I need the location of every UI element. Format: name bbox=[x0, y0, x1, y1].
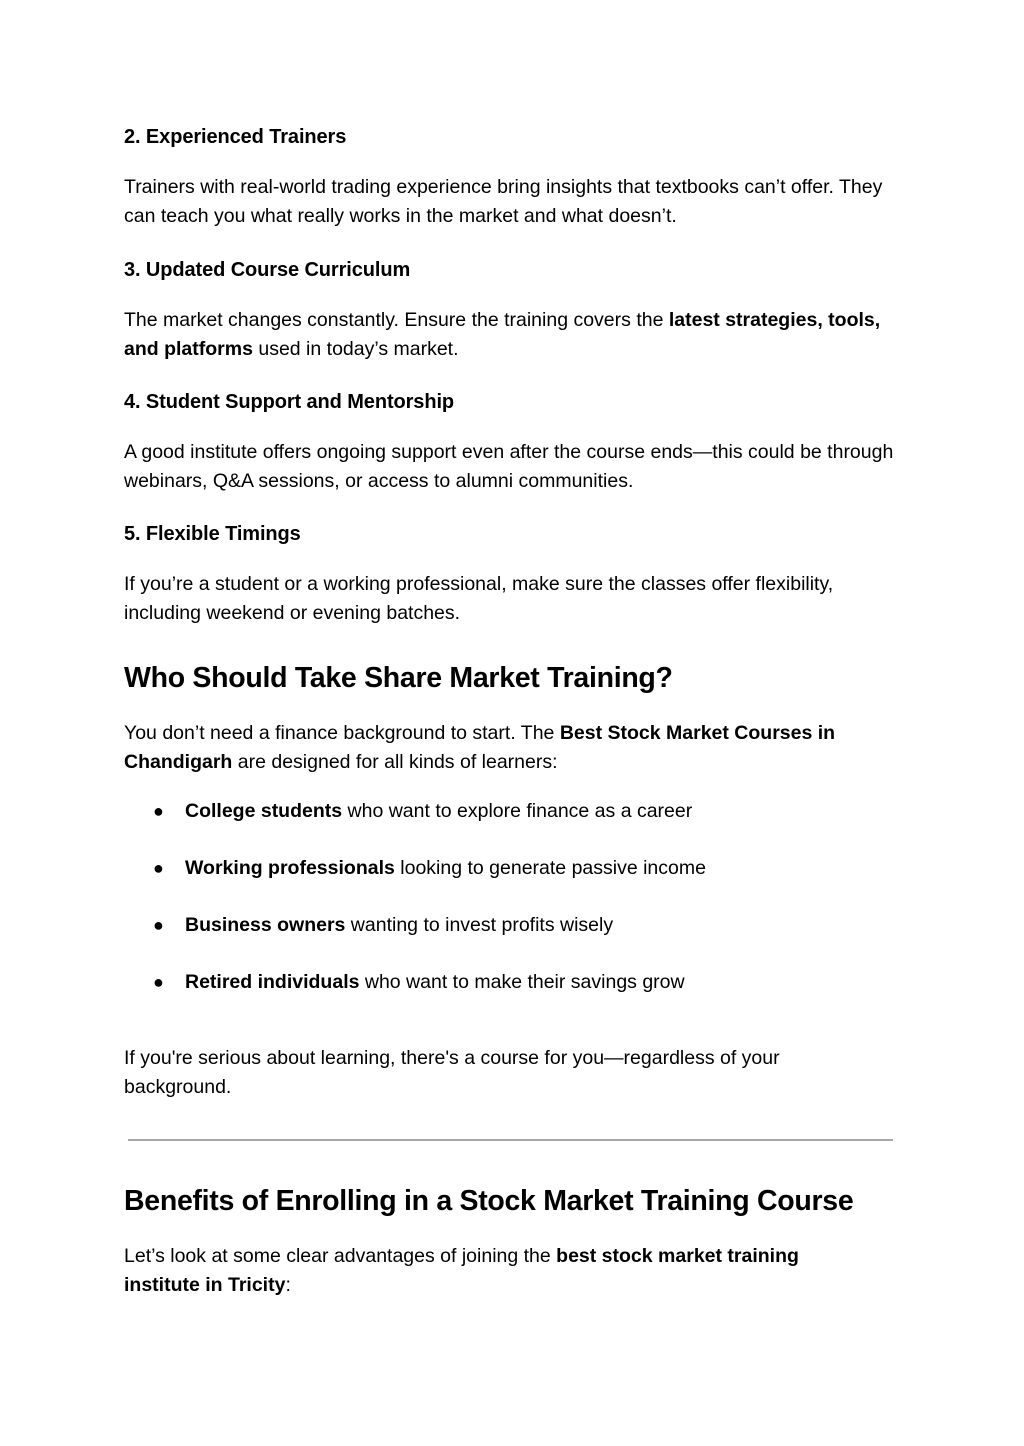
curriculum-text-post: used in today’s market. bbox=[252, 337, 459, 360]
paragraph-benefits-intro bbox=[124, 1242, 844, 1299]
bullet-icon: ● bbox=[153, 801, 164, 821]
paragraph-updated-curriculum bbox=[124, 306, 894, 363]
list-item-bold: Working professionals bbox=[185, 857, 395, 879]
heading-student-support: 4. Student Support and Mentorship bbox=[124, 391, 455, 413]
list-item-bold: College students bbox=[185, 800, 343, 822]
horizontal-divider bbox=[128, 1139, 893, 1141]
paragraph-experienced-trainers: Trainers with real-world trading experience bring insights that textbooks can’t offer. They can teach you what really works in the market and what doesn’t. bbox=[124, 176, 883, 227]
paragraph-student-support: A good institute offers ongoing support even after the course ends—this could be through webinars, Q&A sessions, or access to alumni communities. bbox=[124, 441, 894, 492]
heading-benefits: Benefits of Enrolling in a Stock Market Training Course bbox=[124, 1185, 854, 1217]
heading-flexible-timings: 5. Flexible Timings bbox=[124, 523, 301, 545]
list-item-text bbox=[185, 968, 685, 996]
who-intro-post: are designed for all kinds of learners: bbox=[232, 750, 558, 773]
list-item-rest: who want to explore finance as a career bbox=[342, 800, 693, 822]
benefits-intro-bold: best stock market training institute in Tricity bbox=[124, 1245, 799, 1296]
heading-experienced-trainers: 2. Experienced Trainers bbox=[124, 126, 347, 148]
list-item-bold: Retired individuals bbox=[185, 971, 360, 993]
who-intro-bold: Best Stock Market Courses in Chandigarh bbox=[124, 722, 836, 773]
list-item-rest: looking to generate passive income bbox=[394, 857, 706, 879]
who-intro-pre: You don’t need a finance background to start. The bbox=[124, 722, 560, 744]
list-item-rest: who want to make their savings grow bbox=[359, 971, 685, 993]
paragraph-who-intro bbox=[124, 719, 894, 776]
heading-updated-curriculum: 3. Updated Course Curriculum bbox=[124, 259, 411, 281]
heading-who-should-take: Who Should Take Share Market Training? bbox=[124, 662, 673, 694]
bullet-icon: ● bbox=[153, 972, 164, 992]
curriculum-text-pre: The market changes constantly. Ensure the training covers the bbox=[124, 309, 669, 331]
bullet-icon: ● bbox=[153, 915, 164, 935]
list-item-bold: Business owners bbox=[185, 914, 346, 936]
paragraph-who-closing: If you're serious about learning, there's a course for you—regardless of your background. bbox=[124, 1047, 780, 1098]
benefits-intro-post: : bbox=[285, 1273, 291, 1296]
bullet-icon: ● bbox=[153, 858, 164, 878]
list-item-rest: wanting to invest profits wisely bbox=[345, 914, 614, 936]
curriculum-text-bold: latest strategies, tools, and platforms bbox=[124, 309, 881, 360]
list-item-text bbox=[185, 911, 613, 939]
paragraph-flexible-timings: If you’re a student or a working professional, make sure the classes offer flexibility, including weekend or evening batches. bbox=[124, 573, 834, 624]
list-item-text bbox=[185, 797, 692, 825]
benefits-intro-pre: Let’s look at some clear advantages of joining the bbox=[124, 1245, 557, 1267]
list-item-text bbox=[185, 854, 706, 882]
